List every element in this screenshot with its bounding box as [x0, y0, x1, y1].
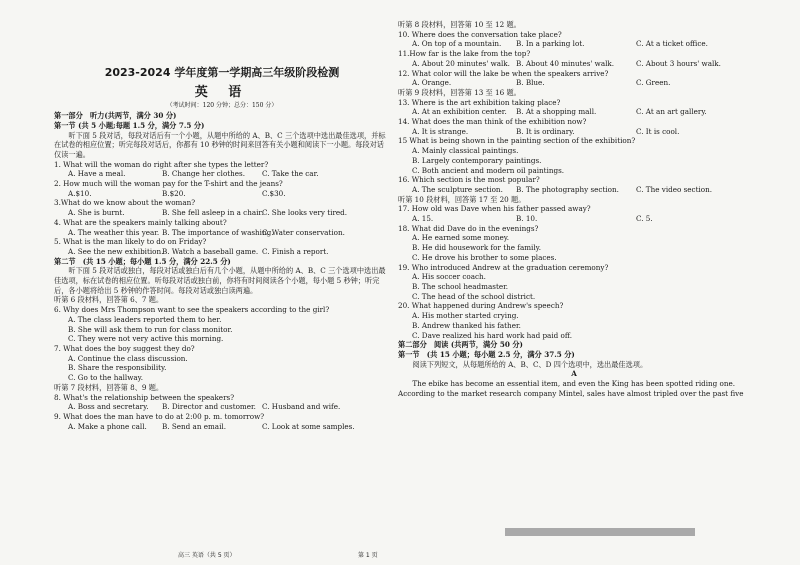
section1-instructions: 听下面 5 段对话，每段对话后有一个小题，从题中所给的 A、B、C 三个选项中选出最佳选项，并标在试卷的相应位置；听完每段对话后，你都有 10 秒钟的时间来回答有关小题和阅读下一小题。每段对话仅读一遍。	[54, 130, 386, 159]
q6-option-a[interactable]: A. The class leaders reported them to her.	[68, 314, 222, 324]
question-3: 3.What do we know about the woman?	[54, 198, 196, 208]
right-column	[398, 20, 750, 398]
q13-options	[398, 107, 750, 117]
material-10-note: 听第 10 段材料，回答第 17 至 20 题。	[398, 194, 526, 204]
q17-option-a[interactable]: A. 15.	[412, 214, 434, 224]
question-6: 6. Why does Mrs Thompson want to see the speakers according to the girl?	[54, 305, 330, 315]
material-7-note: 听第 7 段材料，回答第 8、9 题。	[54, 382, 164, 392]
q2-option-c[interactable]: C.$30.	[262, 188, 286, 198]
part2-heading: 第二部分 阅读 (共两节，满分 50 分)	[398, 340, 523, 350]
material-9-note: 听第 9 段材料，回答第 13 至 16 题。	[398, 87, 521, 97]
q7-option-c[interactable]: C. Go to the hallway.	[68, 373, 144, 383]
q4-options	[54, 228, 390, 238]
q17-option-b[interactable]: B. 10.	[516, 214, 538, 224]
q19-option-a[interactable]: A. His soccer coach.	[412, 272, 486, 282]
q9-option-a[interactable]: A. Make a phone call.	[68, 421, 147, 431]
q14-option-b[interactable]: B. It is ordinary.	[516, 126, 575, 136]
q16-option-a[interactable]: A. The sculpture section.	[412, 184, 503, 194]
passage-a-line-2: According to the market research company Mintel, sales have almost tripled over the past five	[398, 388, 744, 398]
question-5: 5. What is the man likely to do on Friday?	[54, 237, 207, 247]
page-number: 第 1 页	[358, 552, 378, 559]
section2-instructions: 听下面 5 段对话或独白，每段对话或独白后有几个小题，从题中所给的 A、B、C 三个选项中选出最佳选项，标在试卷的相应位置。听每段对话或独白前，你将有时间阅读各个小题，每小题 5 秒钟；听完后，各小题将给出 5 秒钟的作答时间。每段对话或独白读两遍。	[54, 266, 386, 295]
q6-option-c[interactable]: C. They were not very active this morning.	[68, 334, 224, 344]
passage-a-line-1: The ebike has become an essential item, and even the King has been spotted riding one.	[412, 379, 736, 389]
q19-option-b[interactable]: B. The school headmaster.	[412, 281, 509, 291]
q12-options	[398, 78, 750, 88]
q11-option-b[interactable]: B. About 40 minutes' walk.	[516, 58, 615, 68]
question-17: 17. How old was Dave when his father passed away?	[398, 204, 591, 214]
question-19: 19. Who introduced Andrew at the graduation ceremony?	[398, 262, 609, 272]
question-7: 7. What does the boy suggest they do?	[54, 343, 195, 353]
q10-option-b[interactable]: B. In a parking lot.	[516, 39, 585, 49]
q11-options	[398, 59, 750, 69]
q3-option-b[interactable]: B. She fell asleep in a chair.	[162, 208, 264, 218]
question-10: 10. Where does the conversation take place?	[398, 29, 562, 39]
q8-option-c[interactable]: C. Husband and wife.	[262, 402, 341, 412]
part1-heading: 第一部分 听力(共两节，满分 30 分)	[54, 111, 177, 121]
q10-option-a[interactable]: A. On top of a mountain.	[412, 39, 502, 49]
question-11: 11.How far is the lake from the top?	[398, 49, 531, 59]
q1-option-b[interactable]: B. Change her clothes.	[162, 169, 246, 179]
exam-info: （考试时间：120 分钟；总分：150 分）	[166, 102, 278, 110]
q18-option-a[interactable]: A. He earned some money.	[412, 233, 510, 243]
question-9: 9. What does the man have to do at 2:00 p. m. tomorrow?	[54, 411, 265, 421]
subject-title: 英 语	[194, 84, 250, 100]
q12-option-b[interactable]: B. Blue.	[516, 78, 545, 88]
material-8-note: 听第 8 段材料，回答第 10 至 12 题。	[398, 20, 521, 29]
q15-option-b[interactable]: B. Largely contemporary paintings.	[412, 155, 542, 165]
q5-options	[54, 247, 390, 257]
left-column	[54, 0, 390, 431]
q13-option-c[interactable]: C. At an art gallery.	[636, 107, 707, 117]
q3-options	[54, 208, 390, 218]
q18-option-c[interactable]: C. He drove his brother to some places.	[412, 252, 557, 262]
question-18: 18. What did Dave do in the evenings?	[398, 223, 539, 233]
question-20: 20. What happened during Andrew's speech?	[398, 301, 564, 311]
q3-option-a[interactable]: A. She is burnt.	[68, 208, 125, 218]
question-14: 14. What does the man think of the exhibition now?	[398, 117, 587, 127]
q9-options	[54, 422, 390, 432]
q4-option-c[interactable]: C. Water conservation.	[262, 227, 345, 237]
footer-left: 高三 英语（共 5 页）	[178, 552, 236, 559]
q2-options	[54, 189, 390, 199]
q8-option-a[interactable]: A. Boss and secretary.	[68, 402, 149, 412]
q20-option-b[interactable]: B. Andrew thanked his father.	[412, 320, 521, 330]
question-15: 15 What is being shown in the painting section of the exhibition?	[398, 136, 636, 146]
material-6-note: 听第 6 段材料，回答第 6、7 题。	[54, 295, 164, 305]
q14-option-c[interactable]: C. It is cool.	[636, 126, 680, 136]
question-13: 13. Where is the art exhibition taking place?	[398, 97, 561, 107]
q10-options	[398, 39, 750, 49]
question-16: 16. Which section is the most popular?	[398, 175, 540, 185]
section1-heading: 第一节 (共 5 小题;每题 1.5 分，满分 7.5 分)	[54, 120, 205, 130]
q20-option-c[interactable]: C. Dave realized his hard work had paid off.	[412, 330, 572, 340]
q4-option-b[interactable]: B. The importance of washing.	[162, 227, 274, 237]
q16-option-c[interactable]: C. The video section.	[636, 184, 712, 194]
part2-section1-heading: 第一节 (共 15 小题；每小题 2.5 分，满分 37.5 分)	[398, 349, 575, 359]
q4-option-a[interactable]: A. The weather this year.	[68, 227, 160, 237]
question-2: 2. How much will the woman pay for the T-shirt and the jeans?	[54, 179, 283, 189]
q14-options	[398, 127, 750, 137]
q1-option-a[interactable]: A. Have a meal.	[68, 169, 126, 179]
question-4: 4. What are the speakers mainly talking about?	[54, 217, 227, 227]
q10-option-c[interactable]: C. At a ticket office.	[636, 39, 708, 49]
question-8: 8. What's the relationship between the speakers?	[54, 392, 235, 402]
q13-option-a[interactable]: A. At an exhibition center.	[412, 107, 507, 117]
q1-option-c[interactable]: C. Take the car.	[262, 169, 319, 179]
q17-option-c[interactable]: C. 5.	[636, 214, 653, 224]
q16-options	[398, 185, 750, 195]
q20-option-a[interactable]: A. His mother started crying.	[412, 311, 519, 321]
q9-option-c[interactable]: C. Look at some samples.	[262, 421, 355, 431]
q16-option-b[interactable]: B. The photography section.	[516, 184, 619, 194]
q15-option-a[interactable]: A. Mainly classical paintings.	[412, 146, 519, 156]
q2-option-a[interactable]: A.$10.	[68, 188, 92, 198]
q18-option-b[interactable]: B. He did housework for the family.	[412, 243, 542, 253]
passage-label: A	[571, 369, 577, 379]
q14-option-a[interactable]: A. It is strange.	[412, 126, 469, 136]
q6-option-b[interactable]: B. She will ask them to run for class monitor.	[68, 324, 233, 334]
question-1: 1. What will the woman do right after she types the letter?	[54, 159, 269, 169]
exam-title: 2023-2024 学年度第一学期高三年级阶段检测	[104, 66, 340, 79]
q2-option-b[interactable]: B.$20.	[162, 188, 186, 198]
redaction-bar	[505, 528, 695, 536]
q9-option-b[interactable]: B. Send an email.	[162, 421, 226, 431]
q5-option-b[interactable]: B. Watch a baseball game.	[162, 246, 259, 256]
q7-option-a[interactable]: A. Continue the class discussion.	[68, 353, 188, 363]
q12-option-c[interactable]: C. Green.	[636, 78, 671, 88]
question-12: 12. What color will the lake be when the speakers arrive?	[398, 68, 609, 78]
q8-options	[54, 402, 390, 412]
q15-option-c[interactable]: C. Both ancient and modern oil paintings.	[412, 165, 565, 175]
q3-option-c[interactable]: C. She looks very tired.	[262, 208, 348, 218]
q11-option-c[interactable]: C. About 3 hours' walk.	[636, 58, 721, 68]
q13-option-b[interactable]: B. At a shopping mall.	[516, 107, 597, 117]
q17-options	[398, 214, 750, 224]
part2-section1-instructions: 阅读下列短文，从每题所给的 A、B、C、D 四个选项中，选出最佳选项。	[412, 359, 648, 369]
q19-option-c[interactable]: C. The head of the school district.	[412, 291, 536, 301]
q7-option-b[interactable]: B. Share the responsibility.	[68, 363, 167, 373]
q1-options	[54, 169, 390, 179]
section2-heading: 第二节 (共 15 小题；每小题 1.5 分，满分 22.5 分)	[54, 256, 231, 266]
q5-option-c[interactable]: C. Finish a report.	[262, 246, 329, 256]
q11-option-a[interactable]: A. About 20 minutes' walk.	[412, 58, 510, 68]
q12-option-a[interactable]: A. Orange.	[412, 78, 452, 88]
q5-option-a[interactable]: A. See the new exhibition.	[68, 246, 164, 256]
q8-option-b[interactable]: B. Director and customer.	[162, 402, 256, 412]
